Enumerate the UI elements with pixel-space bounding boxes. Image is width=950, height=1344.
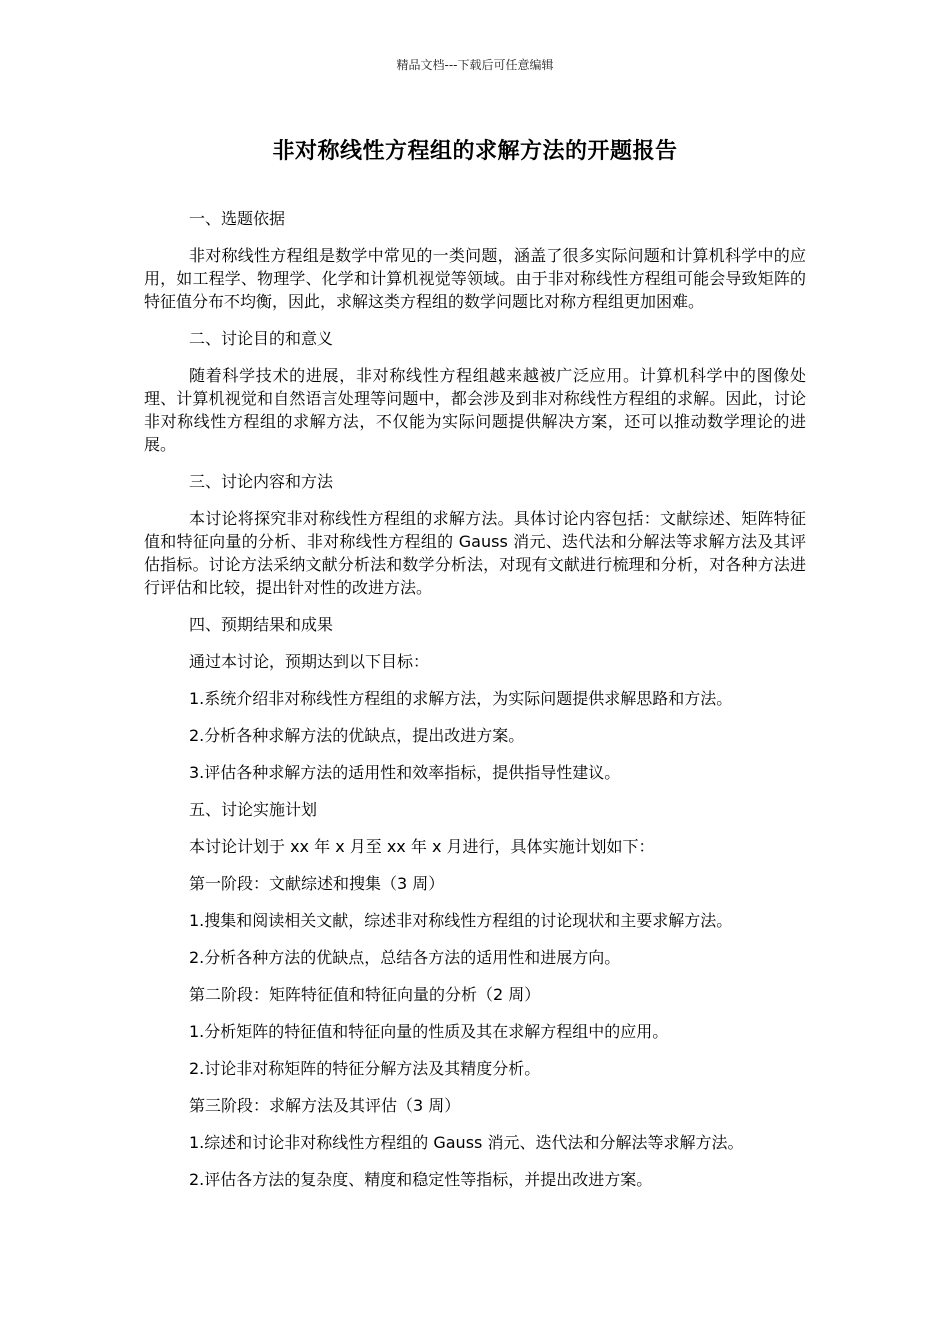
phase-title: 第一阶段：文献综述和搜集（3 周） — [189, 874, 445, 893]
list-item: 2.评估各方法的复杂度、精度和稳定性等指标，并提出改进方案。 — [189, 1170, 653, 1189]
document-title: 非对称线性方程组的求解方法的开题报告 — [272, 139, 678, 164]
section-heading-content-method: 三、讨论内容和方法 — [189, 472, 334, 491]
section-paragraph-purpose: 随着科学技术的进展，非对称线性方程组越来越被广泛应用。计算机科学中的图像处理、计算机视觉和自然语言处理等问题中，都会涉及到非对称线性方程组的求解。因此，讨论非对称线性方程组的求解方法，不仅能为实际问题提供解决方案，还可以推动数学理论的进展。 — [144, 366, 806, 454]
phase-title: 第二阶段：矩阵特征值和特征向量的分析（2 周） — [189, 985, 541, 1004]
list-item: 2.分析各种方法的优缺点，总结各方法的适用性和进展方向。 — [189, 948, 621, 967]
phase-title: 第三阶段：求解方法及其评估（3 周） — [189, 1096, 461, 1115]
list-item: 1.系统介绍非对称线性方程组的求解方法，为实际问题提供求解思路和方法。 — [189, 689, 733, 708]
expected-results-intro: 通过本讨论，预期达到以下目标： — [189, 652, 430, 671]
section-paragraph-basis: 非对称线性方程组是数学中常见的一类问题，涵盖了很多实际问题和计算机科学中的应用，如工程学、物理学、化学和计算机视觉等领域。由于非对称线性方程组可能会导致矩阵的特征值分布不均衡，因此，求解这类方程组的数学问题比对称方程组更加困难。 — [144, 246, 806, 311]
section-heading-basis: 一、选题依据 — [189, 209, 286, 228]
document-body — [144, 207, 806, 1205]
section-paragraph-content-method: 本讨论将探究非对称线性方程组的求解方法。具体讨论内容包括：文献综述、矩阵特征值和特征向量的分析、非对称线性方程组的 Gauss 消元、迭代法和分解法等求解方法及其评估指标。讨论方法采纳文献分析法和数学分析法，对现有文献进行梳理和分析，对各种方法进行评估和比较，提出针对性的改进方法。 — [144, 509, 806, 597]
section-heading-plan: 五、讨论实施计划 — [189, 800, 318, 819]
section-heading-purpose: 二、讨论目的和意义 — [189, 329, 334, 348]
page-header: 精品文档---下载后可任意编辑 — [396, 58, 554, 72]
list-item: 1.综述和讨论非对称线性方程组的 Gauss 消元、迭代法和分解法等求解方法。 — [189, 1133, 744, 1152]
list-item: 2.分析各种求解方法的优缺点，提出改进方案。 — [189, 726, 525, 745]
plan-intro: 本讨论计划于 xx 年 x 月至 xx 年 x 月进行，具体实施计划如下： — [189, 837, 655, 856]
list-item: 1.分析矩阵的特征值和特征向量的性质及其在求解方程组中的应用。 — [189, 1022, 669, 1041]
section-heading-expected-results: 四、预期结果和成果 — [189, 615, 334, 634]
list-item: 2.讨论非对称矩阵的特征分解方法及其精度分析。 — [189, 1059, 541, 1078]
list-item: 3.评估各种求解方法的适用性和效率指标，提供指导性建议。 — [189, 763, 621, 782]
list-item: 1.搜集和阅读相关文献，综述非对称线性方程组的讨论现状和主要求解方法。 — [189, 911, 733, 930]
